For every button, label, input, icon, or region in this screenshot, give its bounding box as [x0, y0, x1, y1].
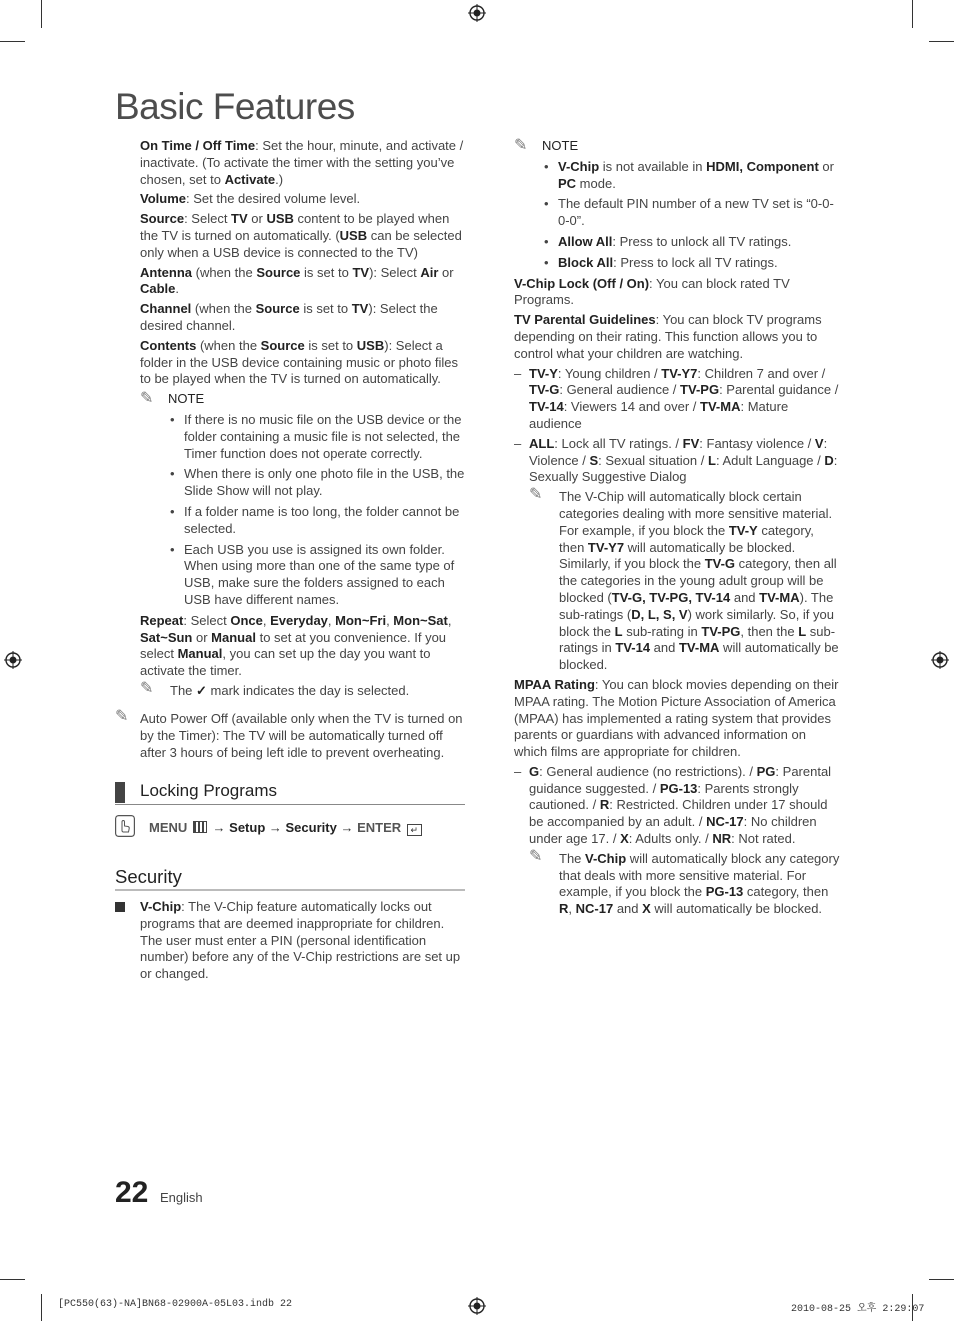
page-language: English — [160, 1190, 203, 1205]
list-item: • V-Chip is not available in HDMI, Component or PC mode. — [544, 159, 841, 193]
menu-icon — [193, 821, 207, 833]
mpaa-paragraph: MPAA Rating: You can block movies depending on their MPAA rating. The Motion Picture Association of America (MPAA) has implemented a rating system that provides parents or guardians with advanced information on which films are appropriate for children. — [514, 676, 839, 760]
registration-mark-icon — [931, 651, 949, 669]
print-timestamp: 2010-08-25 오후 2:29:07 — [791, 1304, 925, 1315]
crop-mark — [0, 1279, 25, 1280]
list-item: • Block All: Press to lock all TV ratings. — [544, 255, 841, 272]
list-item: • The default PIN number of a new TV set is “0-0-0-0”. — [544, 196, 841, 230]
page-number: 22 — [115, 1176, 149, 1209]
page-title: Basic Features — [115, 86, 355, 127]
list-item: • When there is only one photo file in the USB, the Slide Show will not play. — [170, 466, 466, 500]
mpaa-list — [514, 764, 841, 918]
pencil-icon: ✎ — [529, 847, 543, 865]
section-header-security: Security — [115, 866, 465, 891]
crop-mark — [929, 41, 954, 42]
channel-paragraph: Channel (when the Source is set to TV): Select the desired channel. — [140, 301, 438, 333]
section-marker — [115, 782, 125, 803]
pencil-icon: ✎ — [514, 137, 528, 154]
note-list — [170, 412, 466, 609]
right-column — [514, 138, 841, 921]
auto-power-note: ✎ Auto Power Off (available only when the TV is turned on by the Timer): The TV will be automatically turned off after 3 hours of being left idle to prevent overheating. — [115, 708, 463, 760]
repeat-paragraph: Repeat: Select Once, Everyday, Mon~Fri, Mon~Sat, Sat~Sun or Manual to set at you convenience. If you select Manual, you can set up the day you want to activate the timer. — [140, 612, 452, 679]
antenna-paragraph: Antenna (when the Source is set to TV): Select Air or Cable. — [140, 264, 454, 297]
registration-mark-icon — [468, 4, 486, 22]
pencil-icon: ✎ — [140, 390, 154, 408]
list-item: • If there is no music file on the USB device or the folder containing a music file is not selected, the Timer function does not operate correctly. — [170, 412, 466, 462]
crop-mark — [41, 0, 42, 28]
note-heading: ✎ NOTE — [514, 137, 579, 154]
rating-list — [514, 366, 841, 674]
vchip-lock-paragraph: V-Chip Lock (Off / On): You can block rated TV Programs. — [514, 275, 790, 308]
list-item: – ALL: Lock all TV ratings. / FV: Fantasy violence / V: Violence / S: Sexual situation / L: Adult Language / D: Sexually Suggestive Dialog ✎ The V-Chip will automatically block certain categories dealing with more sensitive material. For example, if you block the TV-Y category, then TV-Y7 will automatically be blocked. Similarly, if you block the TV-G category, then all the categories in the young adult group will be blocked (TV-G, TV-PG, TV-14 and TV-MA). The sub-ratings (D, L, S, V) work similarly. So, if you block the L sub-rating in TV-PG, then the L sub-ratings in TV-14 and TV-MA will automatically be blocked. — [514, 436, 841, 674]
bullet-square — [115, 902, 125, 912]
source-paragraph: Source: Select TV or USB content to be played when the TV is turned on automatically. (USB can be selected only when a USB device is connected to the TV) — [140, 211, 462, 260]
note-heading: ✎ NOTE — [140, 390, 205, 408]
list-item: – G: General audience (no restrictions). / PG: Parental guidance suggested. / PG-13: Parents strongly cautioned. / R: Restricted. Children under 17 should be accompanied by an adult. / NC-17: No children under age 17. / X: Adults only. / NR: Not rated. ✎ The V-Chip will automatically block any category that deals with more sensitive material. For example, if you block the PG-13 category, then R, NC-17 and X will automatically be blocked. — [514, 763, 840, 917]
crop-mark — [41, 1294, 42, 1321]
check-icon: ✓ — [196, 682, 207, 698]
list-item: • Each USB you use is assigned its own folder. When using more than one of the same type of USB, make sure the folders assigned to each USB have different names. — [170, 542, 466, 609]
tv-guidelines-paragraph: TV Parental Guidelines: You can block TV programs depending on their rating. This function allows you to control what your children are watching. — [514, 312, 822, 361]
crop-mark — [0, 41, 25, 42]
note-list — [544, 159, 841, 272]
crop-mark — [912, 0, 913, 28]
auto-block-note: ✎ The V-Chip will automatically block certain categories dealing with more sensitive material. For example, if you block the TV-Y category, then TV-Y7 will automatically be blocked. Similarly, if you block the TV-G category, then all the categories in the young adult group will be blocked (TV-G, TV-PG, TV-14 and TV-MA). The sub-ratings (D, L, S, V) work similarly. So, if you block the L sub-rating in TV-PG, then the L sub-ratings in TV-14 and TV-MA will automatically be blocked. — [529, 486, 839, 673]
section-header-locking: Locking Programs — [115, 779, 465, 805]
auto-block-note: ✎ The V-Chip will automatically block any category that deals with more sensitive material. For example, if you block the PG-13 category, then R, NC-17 and X will automatically be blocked. — [529, 847, 840, 917]
volume-paragraph: Volume: Set the desired volume level. — [140, 191, 361, 207]
list-item: • Allow All: Press to unlock all TV ratings. — [544, 234, 841, 251]
pencil-icon: ✎ — [115, 708, 129, 725]
on-time-paragraph: On Time / Off Time: Set the hour, minute, and activate / inactivate. (To activate the timer with the setting you’ve chosen, set to Activate.) — [140, 138, 464, 187]
list-item: – TV-Y: Young children / TV-Y7: Children 7 and over / TV-G: General audience / TV-PG: Parental guidance / TV-14: Viewers 14 and over / TV-MA: Mature audience — [514, 365, 839, 431]
left-column — [140, 138, 466, 703]
remote-hand-icon — [115, 815, 135, 837]
list-item: • If a folder name is too long, the folder cannot be selected. — [170, 504, 466, 538]
registration-mark-icon — [4, 651, 22, 669]
file-info: [PC550(63)-NA]BN68-02900A-05L03.indb 22 — [58, 1299, 293, 1310]
menu-path: MENU → Setup → Security → ENTER ↵ — [115, 815, 475, 839]
contents-paragraph: Contents (when the Source is set to USB): Select a folder in the USB device containing music or photo files to be played when the TV is turned on automatically. — [140, 337, 458, 387]
pencil-icon: ✎ — [529, 486, 543, 504]
check-note: ✎ The ✓ mark indicates the day is selected. — [140, 679, 410, 698]
vchip-paragraph: V-Chip: The V-Chip feature automatically locks out programs that are deemed inappropriate for children. The user must enter a PIN (personal identification number) before any of the V-Chip restrictions are set up or changed. — [140, 899, 461, 982]
crop-mark — [929, 1279, 954, 1280]
pencil-icon: ✎ — [140, 679, 154, 697]
registration-mark-icon — [468, 1297, 486, 1315]
enter-icon: ↵ — [407, 824, 422, 836]
